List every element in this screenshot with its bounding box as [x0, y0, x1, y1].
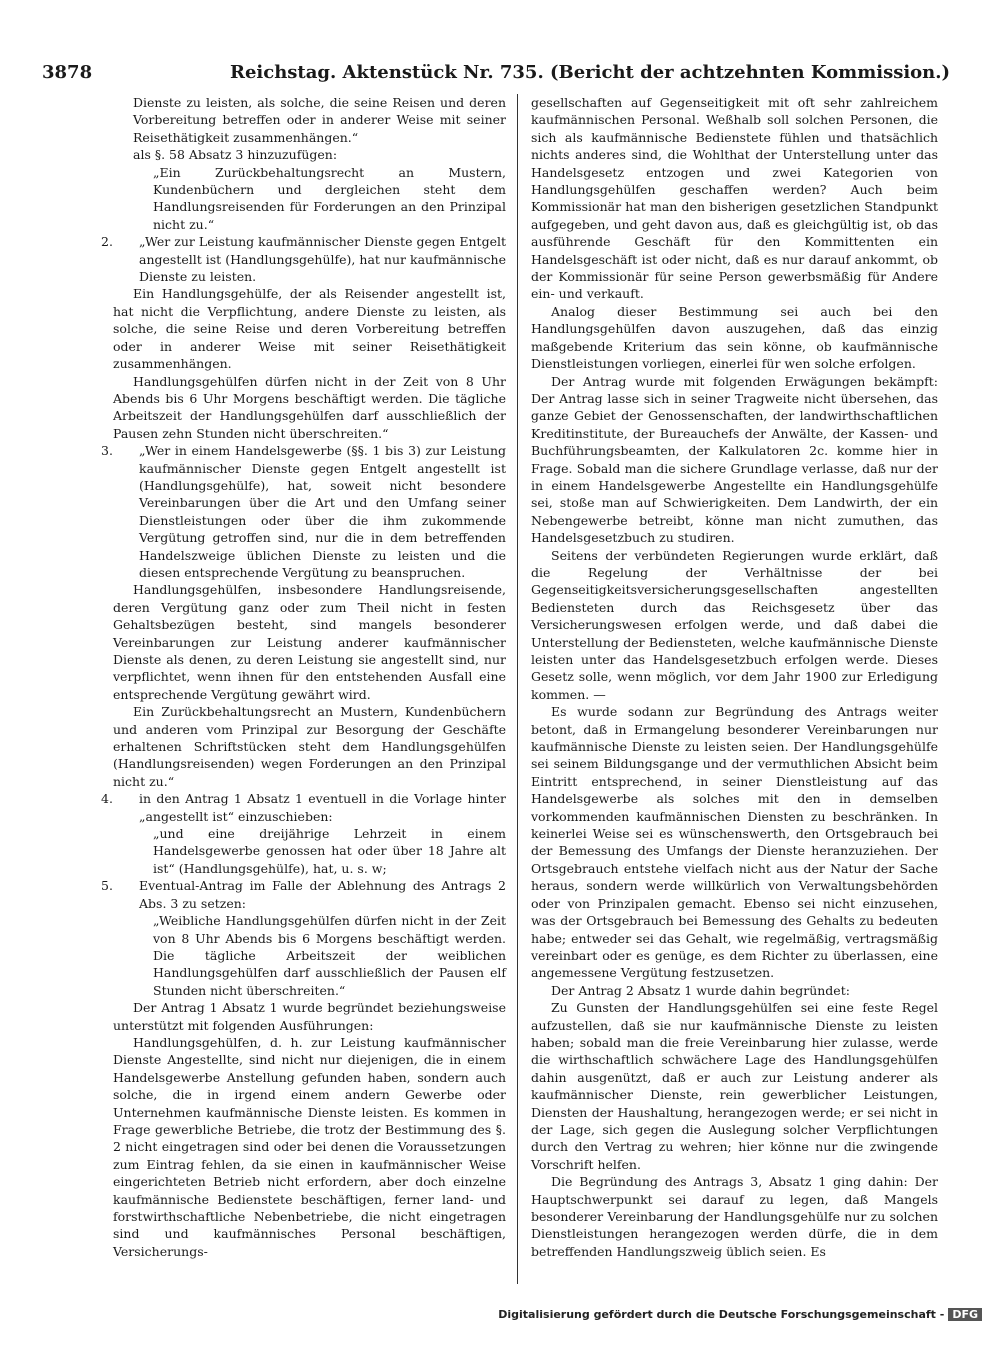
item-text: „Wer zur Leistung kaufmännischer Dienste gegen Entgelt angestellt ist (Handlungsgehülfe), hat nur kaufmännische Dienste zu leisten. [139, 234, 506, 285]
paragraph [101, 442, 506, 581]
paragraph: als §. 58 Absatz 3 hinzuzufügen: [133, 147, 338, 163]
item-text: in den Antrag 1 Absatz 1 eventuell in die Vorlage hinter „angestellt ist“ einzuschieben: [139, 791, 506, 824]
item-number: 3. [101, 443, 113, 459]
paragraph: Seitens der verbündeten Regierungen wurde erklärt, daß die Regelung der Verhältnisse der bei Gegenseitigkeitsversicherungsgesellschaften angestellten Bediensteten durch das Reichsgesetz über das Versicherungswesen erfolgen werde, und daß dabei die Unterstellung der Bediensteten, welche kaufmännische Dienste leisten unter das Handelsgesetzbuch erfolgen werde. Dieses Gesetz solle, wenn möglich, vor dem Jahr 1900 zur Erledigung kommen. — [531, 547, 938, 702]
paragraph: Ein Handlungsgehülfe, der als Reisender angestellt ist, hat nicht die Verpflichtung, andere Dienste zu leisten, als solche, die seine Reise und deren Vorbereitung betreffen oder in anderer Weise mit seiner Reisethätigkeit zusammenhängen. [113, 286, 506, 372]
running-title: Reichstag. Aktenstück Nr. 735. (Bericht der achtzehnten Kommission.) [230, 62, 951, 83]
item-number: 4. [101, 791, 113, 807]
right-column [531, 94, 938, 1260]
item-text: Eventual-Antrag im Falle der Ablehnung des Antrags 2 Abs. 3 zu setzen: [139, 878, 506, 911]
paragraph: Handlungsgehülfen, d. h. zur Leistung kaufmännischer Dienste Angestellte, sind nicht nur diejenigen, die in einem Handelsgewerbe Anstellung gefunden haben, sondern auch solche, die in irgend einem andern Gewerbe oder Unternehmen kaufmännische Dienste leisten. Es kommen in Frage gewerbliche Betriebe, die trotz der Bestimmung des §. 2 nicht eingetragen sind oder bei denen die Voraussetzungen zum Eintrag fehlen, da sie einen in kaufmännischer Weise eingerichteten Betrieb nicht erfordern, aber doch einzelne kaufmännische Bedienstete beschäftigen, ferner land- und forstwirthschaftliche Nebenbetriebe, die nicht eingetragen sind und kaufmännisches Personal beschäftigen, Versicherungs- [113, 1034, 506, 1259]
page-header [40, 58, 970, 88]
paragraph: Der Antrag 1 Absatz 1 wurde begründet beziehungsweise unterstützt mit folgenden Ausführungen: [113, 1000, 506, 1033]
paragraph: Ein Zurückbehaltungsrecht an Mustern, Kundenbüchern und anderen vom Prinzipal zur Besorgung der Geschäfte erhaltenen Schriftstücken steht dem Handlungsgehülfen (Handlungsreisenden) wegen Forderungen an den Prinzipal nicht zu.“ [113, 704, 506, 789]
paragraph: Die Begründung des Antrags 3, Absatz 1 ging dahin: Der Hauptschwerpunkt sei darauf zu legen, daß Mangels besonderer Vereinbarung der Handlungsgehülfe nur zu solchen Dienstleistungen herangezogen werden dürfe, die in dem betreffenden Handlungszweig üblich seien. Es [531, 1174, 938, 1259]
paragraph: Handlungsgehülfen dürfen nicht in der Zeit von 8 Uhr Abends bis 6 Uhr Morgens beschäftigt werden. Die tägliche Arbeitszeit der Handlungsgehülfen darf ausschließlich der Pausen zehn Stunden nicht überschreiten.“ [113, 373, 506, 441]
left-column [101, 94, 506, 1260]
paragraph [101, 790, 506, 825]
item-number: 2. [101, 234, 113, 250]
paragraph [101, 233, 506, 285]
paragraph: „Ein Zurückbehaltungsrecht an Mustern, Kundenbüchern und dergleichen steht dem Handlungsreisenden für Forderungen an den Prinzipal nicht zu.“ [153, 164, 506, 232]
column-divider [517, 94, 518, 1284]
page-number: 3878 [42, 62, 93, 83]
paragraph: Handlungsgehülfen, insbesondere Handlungsreisende, deren Vergütung ganz oder zum Theil nicht in festen Gehaltsbezügen besteht, sind mangels besonderer Vereinbarungen zur Leistung anderer kaufmännischer Dienste als denen, zu deren Leistung sie angestellt sind, nur verpflichtet, wenn ihnen für den entstehenden Ausfall eine entsprechende Vergütung gewährt wird. [113, 582, 506, 702]
paragraph: „Weibliche Handlungsgehülfen dürfen nicht in der Zeit von 8 Uhr Abends bis 6 Morgens beschäftigt werden. Die tägliche Arbeitszeit der weiblichen Handlungsgehülfen darf ausschließlich der Pausen elf Stunden nicht überschreiten.“ [153, 913, 506, 998]
paragraph: Der Antrag 2 Absatz 1 wurde dahin begründet: [551, 982, 850, 998]
paragraph: gesellschaften auf Gegenseitigkeit mit oft sehr zahlreichem kaufmännischen Personal. Weßhalb soll solchen Personen, die sich als kaufmännische Bedienstete fühlen und thatsächlich nichts anderes sind, die Wohlthat der Unterstellung unter das Handelsgesetz entzogen und zwei Kategorien von Handlungsgehülfen geschaffen werden? Auch beim Kommissionär hat man den bisherigen gesetzlichen Standpunkt aufgegeben, und geht davon aus, daß es gleichgültig ist, ob das ausführende Geschäft für den Kommittenten ein Handelsgeschäft ist oder nicht, daß es nur darauf ankommt, ob der Kommissionär für seine Person gewerbsmäßig für Andere ein- und verkauft. [531, 95, 938, 302]
dfg-logo: DFG [948, 1308, 982, 1321]
paragraph: „und eine dreijährige Lehrzeit in einem Handelsgewerbe genossen hat oder über 18 Jahre alt ist“ (Handlungsgehülfe), hat, u. s. w; [153, 826, 506, 876]
item-text: „Wer in einem Handelsgewerbe (§§. 1 bis 3) zur Leistung kaufmännischer Dienste gegen Entgelt angestellt ist (Handlungsgehülfe), hat, soweit nicht besondere Vereinbarungen über die Art und den Umfang seiner Dienstleistungen oder über die ihm zukommende Vergütung getroffen sind, nur die in dem betreffenden Handelszweige üblichen Dienste zu leisten und die diesen entsprechende Vergütung zu beanspruchen. [139, 443, 506, 580]
item-number: 5. [101, 878, 113, 894]
paragraph [101, 877, 506, 912]
footer-text: Digitalisierung gefördert durch die Deutsche Forschungsgemeinschaft - [498, 1308, 945, 1321]
footer-credit [498, 1308, 982, 1321]
paragraph: Dienste zu leisten, als solche, die seine Reisen und deren Vorbereitung betreffen oder in anderer Weise mit seiner Reisethätigkeit zusammenhängen.“ [133, 95, 506, 145]
paragraph: Analog dieser Bestimmung sei auch bei den Handlungsgehülfen davon auszugehen, daß das einzig maßgebende Kriterium das sein könne, ob kaufmännische Dienstleistungen vorliegen, einerlei für wen solche erfolgen. [531, 303, 938, 372]
paragraph: Zu Gunsten der Handlungsgehülfen sei eine feste Regel aufzustellen, daß sie nur kaufmännische Dienste zu leisten haben; sobald man die freie Vereinbarung hier zulasse, werde die wirthschaftlich schwächere Lage des Handlungsgehülfen dahin ausgenützt, daß er auch zur Leistung anderer als kaufmännischer Dienste, rein gewerblicher Leistungen, Diensten der Haushaltung, herangezogen werde; er sei nicht in der Lage, sich gegen die Auslegung solcher Verpflichtungen durch den Vertrag zu wehren; hier könne nur die zwingende Vorschrift helfen. [531, 1000, 938, 1172]
paragraph: Es wurde sodann zur Begründung des Antrags weiter betont, daß in Ermangelung besonderer Vereinbarungen nur kaufmännische Dienste zu leisten seien. Der Handlungsgehülfe sei seinem Bildungsgange und der vermuthlichen Absicht beim Eintritt entsprechend, in seiner Dienstleistung auf das Handelsgewerbe als solches mit den in demselben vorkommenden kaufmännischen Diensten zu beschränken. In keinerlei Weise sei es wünschenswerth, den Ortsgebrauch bei der Bemessung des Umfangs der Dienste heranzuziehen. Der Ortsgebrauch entstehe vielfach nicht aus der Natur der Sache heraus, sondern werde willkürlich von Verwaltungsbehörden oder von Prinzipalen gemacht. Ebenso sei nicht einzusehen, was der Ortsgebrauch bei Bemessung des Gehalts zu bedeuten habe; entweder sei das Gehalt, wie regelmäßig, vertragsmäßig vereinbart oder es genüge, es dem Richter zu überlassen, eine angemessene Vergütung festzusetzen. [531, 704, 938, 981]
paragraph: Der Antrag wurde mit folgenden Erwägungen bekämpft: Der Antrag lasse sich in seiner Tragweite nicht übersehen, das ganze Gebiet der Genossenschaften, der landwirthschaftlichen Kreditinstitute, der Bureauchefs der Anwälte, der Kassen- und Buchführungsbeamten, der Kalkulatoren 2c. komme hier in Frage. Sobald man die sichere Grundlage verlasse, daß nur der in einem Handelsgewerbe Angestellte ein Handlungsgehülfe sei, stoße man auf Schwierigkeiten. Dem Landwirth, der ein Nebengewerbe betreibt, könne man nicht zumuthen, das Handelsgesetzbuch zu studiren. [531, 373, 938, 546]
